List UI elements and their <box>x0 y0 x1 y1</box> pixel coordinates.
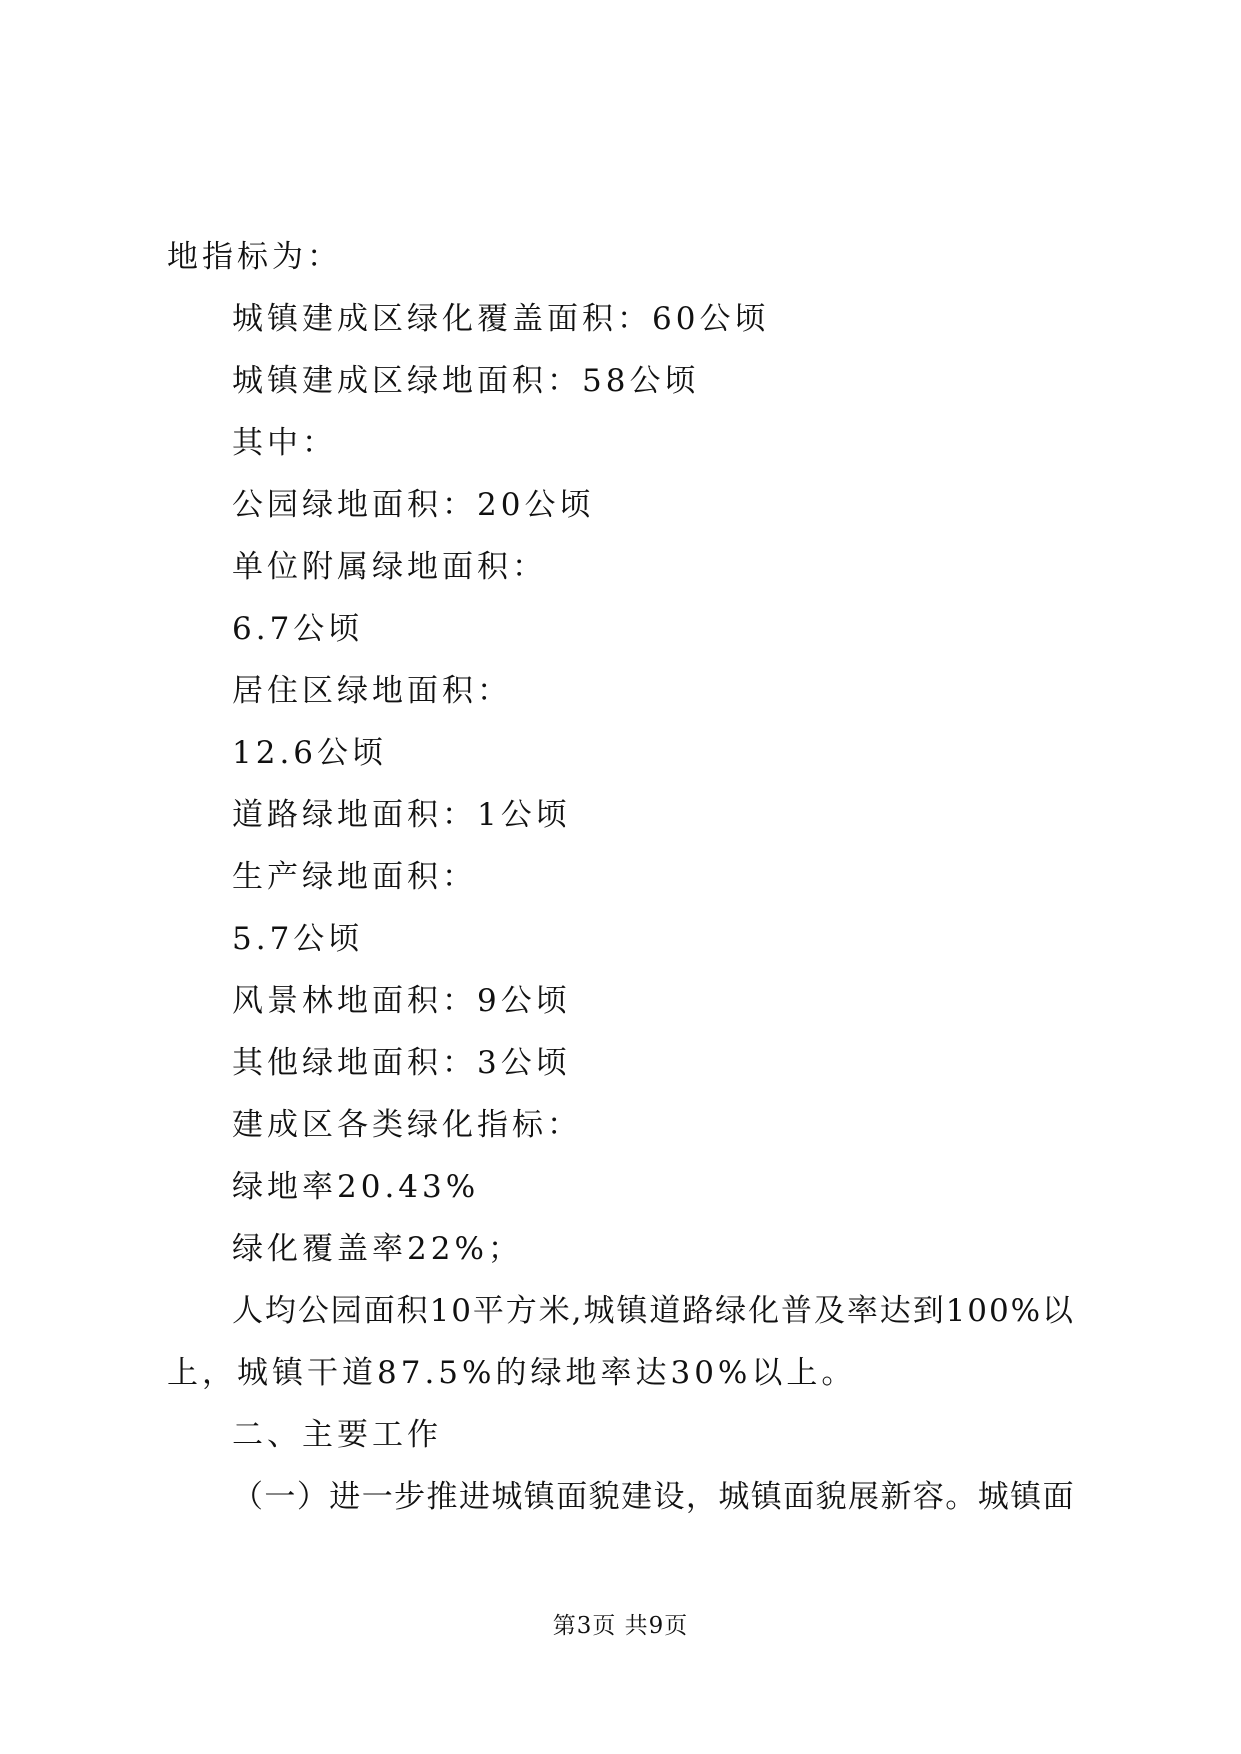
text-line: 人均公园面积10平方米,城镇道路绿化普及率达到100%以 <box>232 1293 1075 1329</box>
text-line: 绿地率20.43% <box>232 1169 480 1205</box>
text-line: 生产绿地面积： <box>232 859 477 895</box>
section-heading: 二、主要工作 <box>232 1417 442 1453</box>
text-line: 5.7公顷 <box>232 921 364 957</box>
text-line: 居住区绿地面积： <box>232 673 512 709</box>
text-line: 绿化覆盖率22%； <box>232 1231 523 1267</box>
text-line: 单位附属绿地面积： <box>232 549 547 585</box>
text-line: 公园绿地面积：20公顷 <box>232 487 595 523</box>
text-line: 地指标为： <box>167 239 342 275</box>
text-line: 其他绿地面积：3公顷 <box>232 1045 571 1081</box>
text-line: 其中： <box>232 425 337 461</box>
text-line: 12.6公顷 <box>232 735 388 771</box>
text-line: （一）进一步推进城镇面貌建设，城镇面貌展新容。城镇面 <box>232 1479 1075 1515</box>
text-line: 城镇建成区绿化覆盖面积：60公顷 <box>232 301 770 337</box>
text-line: 城镇建成区绿地面积：58公顷 <box>232 363 700 399</box>
text-line: 上，城镇干道87.5%的绿地率达30%以上。 <box>167 1355 857 1391</box>
text-line: 6.7公顷 <box>232 611 364 647</box>
text-line: 建成区各类绿化指标： <box>232 1107 582 1143</box>
text-line: 风景林地面积：9公顷 <box>232 983 571 1019</box>
page-footer: 第3页 共9页 <box>552 1613 689 1639</box>
text-line: 道路绿地面积：1公顷 <box>232 797 571 833</box>
